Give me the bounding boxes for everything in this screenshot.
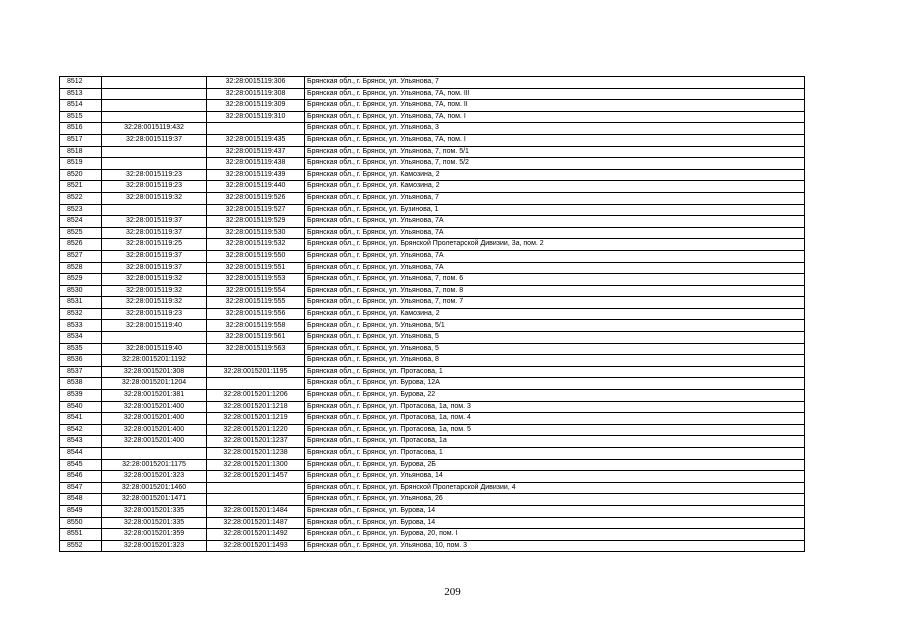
parent-cadastral-number-cell — [102, 77, 207, 89]
address-cell: Брянская обл., г. Брянск, ул. Ульянова, 7, пом. 6 — [305, 274, 805, 286]
cadastral-number-cell: 32:28:0015201:1195 — [207, 366, 305, 378]
row-number-cell: 8533 — [60, 320, 102, 332]
table-row — [60, 471, 805, 483]
parent-cadastral-number-cell: 32:28:0015119:32 — [102, 285, 207, 297]
row-number-cell: 8522 — [60, 192, 102, 204]
table-row — [60, 366, 805, 378]
table-row — [60, 111, 805, 123]
cadastral-number-cell: 32:28:0015119:529 — [207, 216, 305, 228]
parent-cadastral-number-cell: 32:28:0015201:400 — [102, 413, 207, 425]
parent-cadastral-number-cell: 32:28:0015201:400 — [102, 401, 207, 413]
table-row — [60, 297, 805, 309]
parent-cadastral-number-cell — [102, 204, 207, 216]
parent-cadastral-number-cell: 32:28:0015201:1192 — [102, 355, 207, 367]
table-row — [60, 192, 805, 204]
row-number-cell: 8540 — [60, 401, 102, 413]
row-number-cell: 8549 — [60, 505, 102, 517]
table-row — [60, 390, 805, 402]
row-number-cell: 8527 — [60, 250, 102, 262]
cadastral-number-cell: 32:28:0015119:440 — [207, 181, 305, 193]
row-number-cell: 8531 — [60, 297, 102, 309]
cadastral-number-cell: 32:28:0015119:561 — [207, 332, 305, 344]
table-row — [60, 285, 805, 297]
parent-cadastral-number-cell: 32:28:0015201:400 — [102, 424, 207, 436]
parent-cadastral-number-cell: 32:28:0015119:37 — [102, 216, 207, 228]
parent-cadastral-number-cell: 32:28:0015201:308 — [102, 366, 207, 378]
cadastral-number-cell: 32:28:0015119:563 — [207, 343, 305, 355]
cadastral-number-cell: 32:28:0015119:309 — [207, 100, 305, 112]
address-cell: Брянская обл., г. Брянск, ул. Камозина, 2 — [305, 308, 805, 320]
cadastral-number-cell: 32:28:0015119:558 — [207, 320, 305, 332]
cadastral-number-cell: 32:28:0015201:1457 — [207, 471, 305, 483]
parent-cadastral-number-cell: 32:28:0015201:1460 — [102, 482, 207, 494]
row-number-cell: 8523 — [60, 204, 102, 216]
cadastral-number-cell: 32:28:0015119:556 — [207, 308, 305, 320]
parent-cadastral-number-cell: 32:28:0015119:37 — [102, 262, 207, 274]
cadastral-number-cell: 32:28:0015119:306 — [207, 77, 305, 89]
row-number-cell: 8551 — [60, 529, 102, 541]
row-number-cell: 8552 — [60, 540, 102, 552]
table-row — [60, 250, 805, 262]
cadastral-number-cell: 32:28:0015119:308 — [207, 88, 305, 100]
table-row — [60, 227, 805, 239]
table-row — [60, 332, 805, 344]
cadastral-number-cell: 32:28:0015119:310 — [207, 111, 305, 123]
address-cell: Брянская обл., г. Брянск, ул. Протасова, 1а — [305, 436, 805, 448]
address-cell: Брянская обл., г. Брянск, ул. Бузинова, 1 — [305, 204, 805, 216]
parent-cadastral-number-cell: 32:28:0015201:1471 — [102, 494, 207, 506]
address-cell: Брянская обл., г. Брянск, ул. Протасова, 1 — [305, 366, 805, 378]
row-number-cell: 8532 — [60, 308, 102, 320]
registry-table-body — [60, 77, 805, 552]
address-cell: Брянская обл., г. Брянск, ул. Камозина, 2 — [305, 169, 805, 181]
cadastral-number-cell: 32:28:0015119:435 — [207, 134, 305, 146]
cadastral-number-cell — [207, 482, 305, 494]
address-cell: Брянская обл., г. Брянск, ул. Ульянова, 7А — [305, 262, 805, 274]
address-cell: Брянская обл., г. Брянск, ул. Ульянова, 7А — [305, 250, 805, 262]
row-number-cell: 8534 — [60, 332, 102, 344]
table-row — [60, 459, 805, 471]
cadastral-number-cell — [207, 355, 305, 367]
parent-cadastral-number-cell: 32:28:0015119:32 — [102, 297, 207, 309]
table-row — [60, 262, 805, 274]
parent-cadastral-number-cell: 32:28:0015201:335 — [102, 517, 207, 529]
table-row — [60, 424, 805, 436]
parent-cadastral-number-cell: 32:28:0015119:40 — [102, 343, 207, 355]
address-cell: Брянская обл., г. Брянск, ул. Бурова, 22 — [305, 390, 805, 402]
parent-cadastral-number-cell: 32:28:0015201:1204 — [102, 378, 207, 390]
parent-cadastral-number-cell — [102, 158, 207, 170]
address-cell: Брянская обл., г. Брянск, ул. Бурова, 2Б — [305, 459, 805, 471]
table-row — [60, 239, 805, 251]
address-cell: Брянская обл., г. Брянск, ул. Ульянова, 7, пом. 5/2 — [305, 158, 805, 170]
parent-cadastral-number-cell: 32:28:0015201:1175 — [102, 459, 207, 471]
cadastral-number-cell: 32:28:0015201:1219 — [207, 413, 305, 425]
table-row — [60, 100, 805, 112]
table-row — [60, 413, 805, 425]
cadastral-number-cell: 32:28:0015201:1237 — [207, 436, 305, 448]
row-number-cell: 8543 — [60, 436, 102, 448]
address-cell: Брянская обл., г. Брянск, ул. Протасова, 1а, пом. 3 — [305, 401, 805, 413]
address-cell: Брянская обл., г. Брянск, ул. Ульянова, 7 — [305, 77, 805, 89]
table-row — [60, 494, 805, 506]
parent-cadastral-number-cell: 32:28:0015119:23 — [102, 169, 207, 181]
row-number-cell: 8521 — [60, 181, 102, 193]
row-number-cell: 8545 — [60, 459, 102, 471]
address-cell: Брянская обл., г. Брянск, ул. Ульянова, 7А, пом. I — [305, 111, 805, 123]
parent-cadastral-number-cell — [102, 146, 207, 158]
table-row — [60, 308, 805, 320]
address-cell: Брянская обл., г. Брянск, ул. Ульянова, 7А — [305, 216, 805, 228]
parent-cadastral-number-cell: 32:28:0015119:32 — [102, 192, 207, 204]
table-row — [60, 181, 805, 193]
table-row — [60, 378, 805, 390]
row-number-cell: 8539 — [60, 390, 102, 402]
row-number-cell: 8528 — [60, 262, 102, 274]
row-number-cell: 8515 — [60, 111, 102, 123]
row-number-cell: 8536 — [60, 355, 102, 367]
address-cell: Брянская обл., г. Брянск, ул. Ульянова, 7А — [305, 227, 805, 239]
table-row — [60, 169, 805, 181]
row-number-cell: 8518 — [60, 146, 102, 158]
table-row — [60, 274, 805, 286]
cadastral-number-cell: 32:28:0015119:437 — [207, 146, 305, 158]
cadastral-number-cell: 32:28:0015119:553 — [207, 274, 305, 286]
parent-cadastral-number-cell: 32:28:0015119:23 — [102, 181, 207, 193]
cadastral-number-cell: 32:28:0015201:1220 — [207, 424, 305, 436]
row-number-cell: 8535 — [60, 343, 102, 355]
parent-cadastral-number-cell — [102, 111, 207, 123]
page-number: 209 — [444, 586, 461, 598]
table-row — [60, 343, 805, 355]
cadastral-number-cell — [207, 494, 305, 506]
address-cell: Брянская обл., г. Брянск, ул. Ульянова, 8 — [305, 355, 805, 367]
cadastral-number-cell: 32:28:0015119:532 — [207, 239, 305, 251]
address-cell: Брянская обл., г. Брянск, ул. Бурова, 20, пом. I — [305, 529, 805, 541]
cadastral-number-cell: 32:28:0015119:554 — [207, 285, 305, 297]
row-number-cell: 8530 — [60, 285, 102, 297]
table-row — [60, 448, 805, 460]
address-cell: Брянская обл., г. Брянск, ул. Бурова, 12А — [305, 378, 805, 390]
parent-cadastral-number-cell: 32:28:0015119:37 — [102, 227, 207, 239]
parent-cadastral-number-cell: 32:28:0015119:432 — [102, 123, 207, 135]
address-cell: Брянская обл., г. Брянск, ул. Ульянова, 5 — [305, 332, 805, 344]
address-cell: Брянская обл., г. Брянск, ул. Ульянова, 5/1 — [305, 320, 805, 332]
table-row — [60, 134, 805, 146]
parent-cadastral-number-cell: 32:28:0015201:381 — [102, 390, 207, 402]
row-number-cell: 8541 — [60, 413, 102, 425]
address-cell: Брянская обл., г. Брянск, ул. Брянской Пролетарской Дивизии, 4 — [305, 482, 805, 494]
address-cell: Брянская обл., г. Брянск, ул. Ульянова, 7, пом. 5/1 — [305, 146, 805, 158]
parent-cadastral-number-cell: 32:28:0015119:23 — [102, 308, 207, 320]
address-cell: Брянская обл., г. Брянск, ул. Ульянова, 7А, пом. II — [305, 100, 805, 112]
cadastral-number-cell — [207, 378, 305, 390]
address-cell: Брянская обл., г. Брянск, ул. Бурова, 14 — [305, 517, 805, 529]
table-row — [60, 540, 805, 552]
row-number-cell: 8517 — [60, 134, 102, 146]
cadastral-number-cell: 32:28:0015119:439 — [207, 169, 305, 181]
address-cell: Брянская обл., г. Брянск, ул. Ульянова, 7 — [305, 192, 805, 204]
cadastral-number-cell: 32:28:0015119:550 — [207, 250, 305, 262]
parent-cadastral-number-cell — [102, 100, 207, 112]
cadastral-number-cell: 32:28:0015119:530 — [207, 227, 305, 239]
registry-table — [59, 76, 805, 552]
row-number-cell: 8526 — [60, 239, 102, 251]
parent-cadastral-number-cell: 32:28:0015201:359 — [102, 529, 207, 541]
address-cell: Брянская обл., г. Брянск, ул. Ульянова, 26 — [305, 494, 805, 506]
address-cell: Брянская обл., г. Брянск, ул. Ульянова, 7А, пом. III — [305, 88, 805, 100]
table-row — [60, 517, 805, 529]
row-number-cell: 8519 — [60, 158, 102, 170]
address-cell: Брянская обл., г. Брянск, ул. Протасова, 1 — [305, 448, 805, 460]
cadastral-number-cell: 32:28:0015119:555 — [207, 297, 305, 309]
parent-cadastral-number-cell: 32:28:0015119:25 — [102, 239, 207, 251]
address-cell: Брянская обл., г. Брянск, ул. Ульянова, 7А, пом. I — [305, 134, 805, 146]
cadastral-number-cell: 32:28:0015201:1484 — [207, 505, 305, 517]
parent-cadastral-number-cell: 32:28:0015119:32 — [102, 274, 207, 286]
table-row — [60, 216, 805, 228]
row-number-cell: 8512 — [60, 77, 102, 89]
parent-cadastral-number-cell: 32:28:0015201:335 — [102, 505, 207, 517]
address-cell: Брянская обл., г. Брянск, ул. Бурова, 14 — [305, 505, 805, 517]
address-cell: Брянская обл., г. Брянск, ул. Камозина, 2 — [305, 181, 805, 193]
table-row — [60, 204, 805, 216]
cadastral-number-cell: 32:28:0015201:1487 — [207, 517, 305, 529]
table-row — [60, 158, 805, 170]
cadastral-number-cell: 32:28:0015201:1218 — [207, 401, 305, 413]
row-number-cell: 8520 — [60, 169, 102, 181]
row-number-cell: 8524 — [60, 216, 102, 228]
cadastral-number-cell: 32:28:0015201:1206 — [207, 390, 305, 402]
row-number-cell: 8544 — [60, 448, 102, 460]
table-row — [60, 123, 805, 135]
address-cell: Брянская обл., г. Брянск, ул. Ульянова, 7, пом. 7 — [305, 297, 805, 309]
row-number-cell: 8546 — [60, 471, 102, 483]
cadastral-number-cell: 32:28:0015201:1300 — [207, 459, 305, 471]
parent-cadastral-number-cell: 32:28:0015201:323 — [102, 540, 207, 552]
parent-cadastral-number-cell: 32:28:0015201:323 — [102, 471, 207, 483]
row-number-cell: 8542 — [60, 424, 102, 436]
row-number-cell: 8538 — [60, 378, 102, 390]
parent-cadastral-number-cell: 32:28:0015119:37 — [102, 250, 207, 262]
cadastral-number-cell — [207, 123, 305, 135]
cadastral-number-cell: 32:28:0015201:1493 — [207, 540, 305, 552]
address-cell: Брянская обл., г. Брянск, ул. Брянской Пролетарской Дивизии, 3а, пом. 2 — [305, 239, 805, 251]
address-cell: Брянская обл., г. Брянск, ул. Ульянова, 3 — [305, 123, 805, 135]
parent-cadastral-number-cell: 32:28:0015119:40 — [102, 320, 207, 332]
address-cell: Брянская обл., г. Брянск, ул. Протасова, 1а, пом. 4 — [305, 413, 805, 425]
row-number-cell: 8537 — [60, 366, 102, 378]
address-cell: Брянская обл., г. Брянск, ул. Ульянова, 5 — [305, 343, 805, 355]
parent-cadastral-number-cell — [102, 332, 207, 344]
table-row — [60, 320, 805, 332]
cadastral-number-cell: 32:28:0015119:438 — [207, 158, 305, 170]
cadastral-number-cell: 32:28:0015119:526 — [207, 192, 305, 204]
table-row — [60, 436, 805, 448]
parent-cadastral-number-cell: 32:28:0015119:37 — [102, 134, 207, 146]
row-number-cell: 8550 — [60, 517, 102, 529]
row-number-cell: 8529 — [60, 274, 102, 286]
cadastral-number-cell: 32:28:0015201:1238 — [207, 448, 305, 460]
table-row — [60, 355, 805, 367]
parent-cadastral-number-cell — [102, 88, 207, 100]
table-row — [60, 529, 805, 541]
row-number-cell: 8514 — [60, 100, 102, 112]
address-cell: Брянская обл., г. Брянск, ул. Протасова, 1а, пом. 5 — [305, 424, 805, 436]
row-number-cell: 8525 — [60, 227, 102, 239]
table-row — [60, 146, 805, 158]
row-number-cell: 8548 — [60, 494, 102, 506]
address-cell: Брянская обл., г. Брянск, ул. Ульянова, 10, пом. 3 — [305, 540, 805, 552]
table-row — [60, 88, 805, 100]
table-row — [60, 77, 805, 89]
parent-cadastral-number-cell: 32:28:0015201:400 — [102, 436, 207, 448]
row-number-cell: 8547 — [60, 482, 102, 494]
cadastral-number-cell: 32:28:0015119:551 — [207, 262, 305, 274]
row-number-cell: 8516 — [60, 123, 102, 135]
table-row — [60, 482, 805, 494]
parent-cadastral-number-cell — [102, 448, 207, 460]
row-number-cell: 8513 — [60, 88, 102, 100]
table-row — [60, 505, 805, 517]
table-row — [60, 401, 805, 413]
cadastral-number-cell: 32:28:0015201:1492 — [207, 529, 305, 541]
address-cell: Брянская обл., г. Брянск, ул. Ульянова, 7, пом. 8 — [305, 285, 805, 297]
cadastral-number-cell: 32:28:0015119:527 — [207, 204, 305, 216]
address-cell: Брянская обл., г. Брянск, ул. Ульянова, 14 — [305, 471, 805, 483]
